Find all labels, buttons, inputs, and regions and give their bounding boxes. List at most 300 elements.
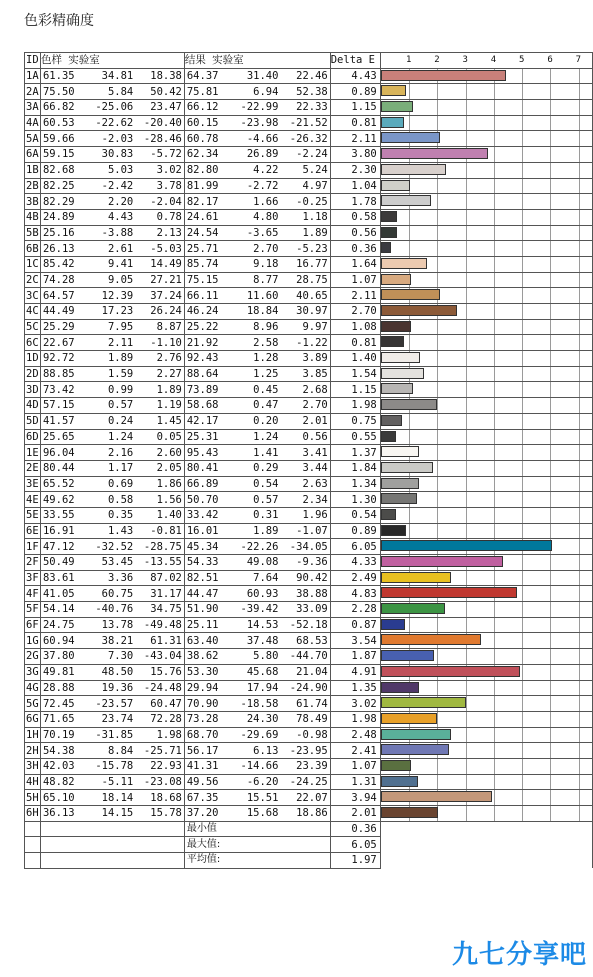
lab-value: 44.47 (186, 587, 219, 600)
empty-cell (40, 853, 184, 869)
result-lab-values (184, 225, 330, 241)
result-lab-values (184, 492, 330, 508)
delta-e-bar (381, 352, 421, 363)
summary-row (25, 853, 593, 869)
gridline (522, 382, 523, 397)
page-title: 色彩精确度 (24, 13, 94, 29)
lab-value: 1.19 (156, 399, 182, 412)
lab-value: 0.69 (107, 477, 134, 490)
sample-lab-values (40, 727, 184, 743)
gridline (494, 382, 495, 397)
gridline (466, 398, 467, 413)
bar-cell (380, 476, 592, 492)
lab-value: -28.46 (143, 132, 182, 145)
lab-value: 82.25 (42, 179, 75, 192)
bar-cell (380, 774, 592, 790)
lab-value: 49.81 (42, 666, 75, 679)
patch-id: 6A (26, 148, 39, 161)
lab-value: 34.81 (101, 70, 134, 83)
lab-value: 66.11 (186, 289, 219, 302)
table-row (25, 680, 593, 696)
lab-value: 6.94 (253, 85, 279, 98)
gridline (579, 445, 580, 460)
sample-lab-values (40, 460, 184, 476)
gridline (466, 759, 467, 774)
lab-value: 50.42 (150, 85, 182, 98)
gridline (522, 586, 523, 601)
sample-lab-values (40, 209, 184, 225)
sample-lab-values (40, 664, 184, 680)
header-id: ID (26, 54, 39, 67)
lab-value: 2.70 (302, 399, 328, 412)
gridline (550, 288, 551, 303)
lab-value: 5.80 (253, 650, 279, 663)
result-lab-values (184, 696, 330, 712)
lab-value: 1.96 (302, 509, 328, 522)
gridline (466, 304, 467, 319)
table-row (25, 570, 593, 586)
lab-value: 59.66 (42, 132, 75, 145)
lab-value: 0.29 (253, 462, 279, 475)
lab-value: 67.35 (186, 791, 219, 804)
gridline (466, 743, 467, 758)
patch-id: 5G (26, 697, 39, 710)
lab-value: 2.05 (156, 462, 182, 475)
patch-id: 6H (26, 807, 39, 820)
lab-value: -32.52 (95, 540, 134, 553)
lab-value: 64.37 (186, 70, 219, 83)
lab-value: -5.23 (296, 242, 328, 255)
gridline (409, 618, 410, 633)
gridline (437, 524, 438, 539)
result-lab-values (184, 398, 330, 414)
sample-lab-values (40, 162, 184, 178)
lab-value: 1.41 (253, 446, 279, 459)
summary-value: 6.05 (330, 837, 380, 853)
bar-cell (380, 382, 592, 398)
lab-value: 63.40 (186, 634, 219, 647)
gridline (550, 492, 551, 507)
table-row (25, 507, 593, 523)
gridline (579, 241, 580, 256)
gridline (437, 618, 438, 633)
lab-value: 25.29 (42, 321, 75, 334)
delta-e-bar (381, 321, 412, 332)
gridline (466, 649, 467, 664)
lab-value: 90.42 (296, 572, 328, 585)
lab-value: -31.85 (95, 728, 134, 741)
lab-value: 64.57 (42, 289, 75, 302)
lab-value: 1.24 (107, 430, 134, 443)
lab-value: -0.81 (150, 524, 182, 537)
table-row (25, 304, 593, 320)
result-lab-values (184, 602, 330, 618)
sample-lab-values (40, 633, 184, 649)
sample-lab-values (40, 680, 184, 696)
result-lab-values (184, 633, 330, 649)
gridline (409, 84, 410, 99)
gridline (437, 351, 438, 366)
gridline (550, 194, 551, 209)
lab-value: 14.49 (150, 258, 182, 271)
lab-value: -18.58 (240, 697, 279, 710)
gridline (579, 508, 580, 523)
lab-value: 40.65 (296, 289, 328, 302)
gridline (437, 320, 438, 335)
sample-lab-values (40, 147, 184, 163)
gridline (522, 414, 523, 429)
bar-cell (380, 539, 592, 555)
gridline (437, 414, 438, 429)
empty-cell (25, 837, 41, 853)
lab-value: 73.89 (186, 383, 219, 396)
gridline (579, 69, 580, 84)
patch-id: 5E (26, 509, 39, 522)
gridline (550, 430, 551, 445)
lab-value: -49.48 (143, 619, 182, 632)
brand-watermark: 九七分享吧 (451, 940, 587, 970)
sample-lab-values (40, 256, 184, 272)
empty-cell (25, 821, 41, 837)
gridline (579, 633, 580, 648)
sample-lab-values (40, 790, 184, 806)
patch-id: 2C (26, 273, 39, 286)
patch-id: 4E (26, 493, 39, 506)
gridline (579, 571, 580, 586)
lab-value: -2.72 (246, 179, 279, 192)
gridline (550, 367, 551, 382)
result-lab-values (184, 147, 330, 163)
patch-id: 5C (26, 321, 39, 334)
bar-cell (380, 335, 592, 351)
patch-id: 4C (26, 305, 39, 318)
lab-value: 26.13 (42, 242, 75, 255)
gridline (550, 147, 551, 162)
patch-id: 1C (26, 258, 39, 271)
patch-id: 5B (26, 226, 39, 239)
sample-lab-values (40, 758, 184, 774)
delta-e-bar (381, 776, 418, 787)
gridline (579, 304, 580, 319)
lab-value: 25.22 (186, 321, 219, 334)
lab-value: -25.71 (143, 744, 182, 757)
delta-e-bar (381, 744, 449, 755)
patch-id: 1E (26, 446, 39, 459)
lab-value: 17.94 (246, 681, 279, 694)
lab-value: 30.83 (101, 148, 134, 161)
lab-value: 25.71 (186, 242, 219, 255)
result-lab-values (184, 476, 330, 492)
gridline (437, 226, 438, 241)
bar-cell (380, 664, 592, 680)
gridline (550, 649, 551, 664)
lab-value: 53.45 (101, 556, 134, 569)
gridline (550, 84, 551, 99)
lab-value: 62.34 (186, 148, 219, 161)
lab-value: 78.49 (296, 713, 328, 726)
lab-value: 0.54 (253, 477, 279, 490)
delta-e-value: 0.87 (330, 617, 380, 633)
sample-lab-values (40, 586, 184, 602)
lab-value: -0.98 (296, 728, 328, 741)
gridline (466, 618, 467, 633)
lab-value: 80.44 (42, 462, 75, 475)
gridline (437, 273, 438, 288)
axis-tick-label: 6 (547, 55, 553, 65)
delta-e-bar (381, 525, 406, 536)
delta-e-bar (381, 180, 410, 191)
delta-e-bar (381, 493, 418, 504)
delta-e-value: 1.35 (330, 680, 380, 696)
sample-lab-values (40, 194, 184, 210)
delta-e-bar (381, 431, 397, 442)
lab-value: -23.98 (240, 117, 279, 130)
delta-e-bar (381, 682, 419, 693)
delta-e-bar (381, 572, 451, 583)
lab-value: 2.20 (107, 195, 134, 208)
lab-value: -1.07 (296, 524, 328, 537)
lab-value: 38.62 (186, 650, 219, 663)
gridline (466, 131, 467, 146)
lab-value: -23.57 (95, 697, 134, 710)
gridline (466, 226, 467, 241)
header-sample-lab: 色样 实验室 (40, 53, 184, 69)
lab-value: 66.82 (42, 101, 75, 114)
result-lab-values (184, 649, 330, 665)
gridline (550, 712, 551, 727)
delta-e-bar (381, 540, 552, 551)
delta-e-bar (381, 368, 425, 379)
lab-value: 52.38 (296, 85, 328, 98)
table-row (25, 162, 593, 178)
table-row (25, 413, 593, 429)
gridline (466, 257, 467, 272)
lab-value: 29.94 (186, 681, 219, 694)
delta-e-value: 4.91 (330, 664, 380, 680)
result-lab-values (184, 758, 330, 774)
gridline (494, 414, 495, 429)
table-row (25, 696, 593, 712)
gridline (522, 163, 523, 178)
lab-value: 65.52 (42, 477, 75, 490)
lab-value: 85.74 (186, 258, 219, 271)
gridline (579, 524, 580, 539)
gridline (550, 179, 551, 194)
delta-e-bar (381, 603, 445, 614)
gridline (522, 602, 523, 617)
delta-e-bar (381, 227, 397, 238)
gridline (522, 571, 523, 586)
gridline (579, 602, 580, 617)
bar-cell (380, 209, 592, 225)
gridline (579, 430, 580, 445)
delta-e-bar (381, 258, 427, 269)
result-lab-values (184, 304, 330, 320)
table-row (25, 445, 593, 461)
bar-cell (380, 602, 592, 618)
lab-value: 42.17 (186, 415, 219, 428)
lab-value: -6.20 (246, 775, 279, 788)
table-header-row (25, 53, 593, 69)
lab-value: 45.34 (186, 540, 219, 553)
gridline (466, 430, 467, 445)
lab-value: 12.39 (101, 289, 134, 302)
gridline (494, 775, 495, 790)
lab-value: 3.36 (107, 572, 134, 585)
gridline (494, 116, 495, 131)
gridline (494, 712, 495, 727)
bar-cell (380, 696, 592, 712)
table-row (25, 633, 593, 649)
lab-value: 2.70 (253, 242, 279, 255)
bar-cell (380, 162, 592, 178)
patch-id: 3E (26, 477, 39, 490)
lab-value: 25.65 (42, 430, 75, 443)
lab-value: 41.31 (186, 760, 219, 773)
lab-value: 27.21 (150, 273, 182, 286)
sample-lab-values (40, 570, 184, 586)
gridline (550, 524, 551, 539)
lab-value: 7.30 (107, 650, 134, 663)
lab-value: 44.49 (42, 305, 75, 318)
delta-e-bar (381, 729, 451, 740)
delta-e-value: 2.70 (330, 304, 380, 320)
delta-e-value: 2.48 (330, 727, 380, 743)
sample-lab-values (40, 429, 184, 445)
table-row (25, 664, 593, 680)
sample-lab-values (40, 351, 184, 367)
lab-value: 70.19 (42, 728, 75, 741)
lab-value: 16.01 (186, 524, 219, 537)
lab-value: 83.61 (42, 572, 75, 585)
gridline (550, 618, 551, 633)
table-row (25, 115, 593, 131)
patch-id: 5A (26, 132, 39, 145)
gridline (522, 806, 523, 821)
gridline (437, 84, 438, 99)
delta-e-value: 1.78 (330, 194, 380, 210)
gridline (409, 414, 410, 429)
patch-id: 3A (26, 101, 39, 114)
lab-value: -22.62 (95, 117, 134, 130)
axis-tick-label: 5 (519, 55, 525, 65)
lab-value: 46.24 (186, 305, 219, 318)
lab-value: 71.65 (42, 713, 75, 726)
gridline (466, 806, 467, 821)
gridline (409, 335, 410, 350)
gridline (550, 555, 551, 570)
gridline (494, 806, 495, 821)
gridline (579, 194, 580, 209)
lab-value: -21.52 (289, 117, 328, 130)
lab-value: 47.12 (42, 540, 75, 553)
delta-e-value: 1.98 (330, 711, 380, 727)
lab-value: 1.24 (253, 430, 279, 443)
lab-value: 2.61 (107, 242, 134, 255)
lab-value: 1.18 (302, 211, 328, 224)
delta-e-bar (381, 211, 397, 222)
lab-value: -15.78 (95, 760, 134, 773)
lab-value: 36.13 (42, 807, 75, 820)
gridline (522, 147, 523, 162)
result-lab-values (184, 382, 330, 398)
gridline (522, 649, 523, 664)
gridline (550, 273, 551, 288)
bar-cell (380, 460, 592, 476)
lab-value: -52.18 (289, 619, 328, 632)
result-lab-values (184, 429, 330, 445)
lab-value: 16.91 (42, 524, 75, 537)
lab-value: 3.78 (156, 179, 182, 192)
result-lab-values (184, 743, 330, 759)
delta-e-bar (381, 807, 438, 818)
gridline (437, 775, 438, 790)
gridline (522, 179, 523, 194)
gridline (494, 618, 495, 633)
gridline (494, 273, 495, 288)
table-row (25, 602, 593, 618)
lab-value: 82.68 (42, 164, 75, 177)
bar-cell (380, 649, 592, 665)
lab-value: 25.16 (42, 226, 75, 239)
lab-value: 2.01 (302, 415, 328, 428)
patch-id: 4B (26, 211, 39, 224)
gridline (579, 477, 580, 492)
result-lab-values (184, 460, 330, 476)
result-lab-values (184, 115, 330, 131)
gridline (437, 257, 438, 272)
delta-e-value: 0.81 (330, 115, 380, 131)
lab-value: 0.47 (253, 399, 279, 412)
delta-e-value: 0.75 (330, 413, 380, 429)
lab-value: 1.56 (156, 493, 182, 506)
lab-value: 2.16 (107, 446, 134, 459)
gridline (437, 477, 438, 492)
lab-value: 8.77 (253, 273, 279, 286)
lab-value: 1.28 (253, 352, 279, 365)
gridline (550, 69, 551, 84)
table-row (25, 743, 593, 759)
delta-e-bar (381, 164, 446, 175)
delta-e-value: 3.94 (330, 790, 380, 806)
delta-e-value: 1.31 (330, 774, 380, 790)
lab-value: 33.42 (186, 509, 219, 522)
lab-value: -2.24 (296, 148, 328, 161)
gridline (550, 665, 551, 680)
lab-value: 45.68 (246, 666, 279, 679)
lab-value: 54.38 (42, 744, 75, 757)
sample-lab-values (40, 555, 184, 571)
sample-lab-values (40, 100, 184, 116)
delta-e-value: 0.58 (330, 209, 380, 225)
lab-value: 7.64 (253, 572, 279, 585)
lab-value: -24.25 (289, 775, 328, 788)
delta-e-value: 1.07 (330, 272, 380, 288)
lab-value: 14.15 (101, 807, 134, 820)
table-row (25, 429, 593, 445)
patch-id: 1A (26, 70, 39, 83)
gridline (522, 743, 523, 758)
patch-id: 1G (26, 634, 39, 647)
gridline (579, 116, 580, 131)
lab-value: 18.84 (246, 305, 279, 318)
lab-value: 37.20 (186, 807, 219, 820)
table-row (25, 774, 593, 790)
gridline (550, 602, 551, 617)
delta-e-value: 1.34 (330, 476, 380, 492)
lab-value: 75.15 (186, 273, 219, 286)
sample-lab-values (40, 507, 184, 523)
